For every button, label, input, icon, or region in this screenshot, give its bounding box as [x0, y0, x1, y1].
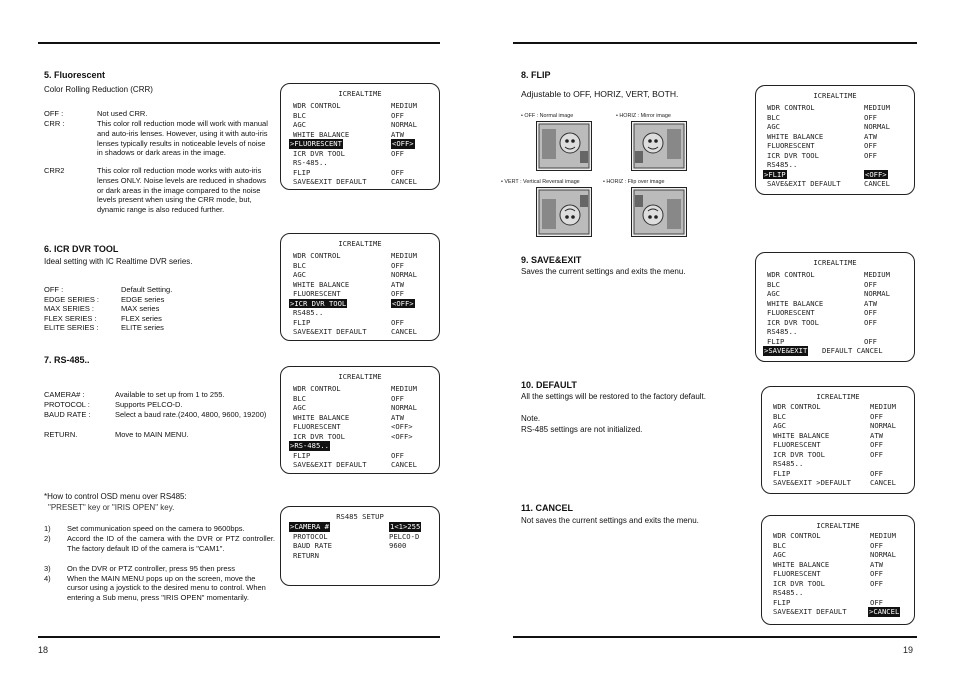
section-heading-cancel: 11. CANCEL — [521, 503, 574, 513]
osd-menu-icr: ICREALTIME WDR CONTROL MEDIUM BLC OFF AGC NORMAL WHITE BALANCE ATW FLUORESCENT OFF >ICR DVR TOOL <OFF> RS485.. FLIP OFF SAVE&EXIT DEFAULT CANCEL — [280, 233, 440, 341]
page-number: 18 — [38, 645, 49, 655]
camera-image-icon — [631, 187, 687, 237]
top-rule — [513, 42, 917, 44]
section-heading-save: 9. SAVE&EXIT — [521, 255, 582, 265]
default-text: All the settings will be restored to the factory default. — [521, 392, 706, 401]
osd-menu-default: ICREALTIME WDR CONTROL MEDIUM BLC OFF AGC NORMAL WHITE BALANCE ATW FLUORESCENT OFF ICR DVR TOOL OFF RS485.. FLIP OFF SAVE&EXIT >DEFAULT CANCEL — [761, 386, 915, 494]
right-page — [477, 0, 954, 682]
osd-selected-item: >FLUORESCENT — [290, 139, 342, 148]
top-rule — [38, 42, 440, 44]
osd-menu-rs485-setup: RS485 SETUP >CAMERA # 1<1>255 PROTOCOL PELCO-D BAUD RATE 9600 RETURN — [280, 506, 440, 586]
crr-subheading: Color Rolling Reduction (CRR) — [44, 85, 153, 94]
howto-title: *How to control OSD menu over RS485: — [44, 492, 187, 501]
osd-selected-item: >RS-485.. — [290, 441, 329, 450]
osd-selected-value: <OFF> — [865, 169, 887, 179]
osd-menu-flip: ICREALTIME WDR CONTROL MEDIUM BLC OFF AGC NORMAL WHITE BALANCE ATW FLUORESCENT OFF ICR DVR TOOL OFF RS485.. >FLIP <OFF> SAVE&EXIT DEFAULT CANCEL — [755, 85, 915, 195]
flip-examples: • OFF : Normal image • HORIZ : Mirror image • VERT : Vertical Reversal image • HORIZ : Flip over image — [521, 113, 721, 273]
osd-selected-value: <OFF> — [392, 298, 414, 308]
osd-menu-save: ICREALTIME WDR CONTROL MEDIUM BLC OFF AGC NORMAL WHITE BALANCE ATW FLUORESCENT OFF ICR DVR TOOL OFF RS485.. FLIP OFF >SAVE&EXIT DEFAULT CANCEL — [755, 252, 915, 362]
osd-menu-cancel: ICREALTIME WDR CONTROL MEDIUM BLC OFF AGC NORMAL WHITE BALANCE ATW FLUORESCENT OFF ICR DVR TOOL OFF RS485.. FLIP OFF SAVE&EXIT DEFAULT >CANCEL — [761, 515, 915, 625]
page-number: 19 — [903, 645, 914, 655]
camera-image-icon — [631, 121, 687, 171]
section-heading-icr: 6. ICR DVR TOOL — [44, 244, 119, 254]
osd-selected-item: >CAMERA # — [290, 522, 329, 531]
osd-menu-rs485: ICREALTIME WDR CONTROL MEDIUM BLC OFF AGC NORMAL WHITE BALANCE ATW FLUORESCENT <OFF> ICR DVR TOOL <OFF> >RS-485.. FLIP OFF SAVE&EXIT DEFAULT CANCEL — [280, 366, 440, 474]
section-heading-default: 10. DEFAULT — [521, 380, 577, 390]
save-text: Saves the current settings and exits the menu. — [521, 267, 686, 276]
osd-selected-item: >SAVE&EXIT — [764, 346, 808, 355]
default-note-label: Note. — [521, 414, 541, 423]
osd-selected-value: <OFF> — [392, 139, 414, 148]
default-note: RS-485 settings are not initialized. — [521, 425, 643, 434]
osd-selected-item: >CANCEL — [869, 607, 900, 616]
section-heading-flip: 8. FLIP — [521, 70, 551, 80]
camera-image-icon — [536, 121, 592, 171]
cancel-text: Not saves the current settings and exits the menu. — [521, 516, 699, 525]
bottom-rule — [513, 636, 917, 638]
howto-subtitle: "PRESET" key or "IRIS OPEN" key. — [48, 503, 175, 512]
bottom-rule — [38, 636, 440, 638]
section-heading-rs485: 7. RS-485.. — [44, 355, 90, 365]
osd-selected-value: 1<1>255 — [390, 522, 421, 531]
icr-subheading: Ideal setting with IC Realtime DVR series. — [44, 257, 193, 266]
osd-selected-item: >FLIP — [764, 169, 786, 179]
osd-selected-item: SAVE&EXIT >DEFAULT — [773, 478, 851, 487]
osd-selected-item: >ICR DVR TOOL — [290, 298, 347, 308]
camera-image-icon — [536, 187, 592, 237]
osd-menu-fluorescent: ICREALTIME WDR CONTROL MEDIUM BLC OFF AGC NORMAL WHITE BALANCE ATW >FLUORESCENT <OFF> ICR DVR TOOL OFF RS-485.. FLIP OFF SAVE&EXIT DEFAULT CANCEL — [280, 83, 440, 190]
flip-subheading: Adjustable to OFF, HORIZ, VERT, BOTH. — [521, 89, 679, 99]
left-page: 5. Fluorescent Color Rolling Reduction (CRR) OFF : Not used CRR. CRR : This color roll reduction mode will work with manual and auto-iris lenses. However, using it with auto-iris lenses typically results in noticeable levels of noise in shadows or dark areas in the image. CRR2 This color roll reduction mode works with auto-iris lenses ONLY. Noise levels are reduced in shadows or dark areas in the image compared to the noise levels present when using the CRR mode, but, dynamic range is also reduced further. ICREALTIME WDR CONTROL MEDIUM BLC OFF AGC NORMAL WHITE BALANCE ATW >FLUORESCENT <OFF> ICR DVR TOOL OFF RS-485.. FLIP OFF SAVE&EXIT DEFAULT CANCEL 6. ICR DVR TOOL Ideal setting with IC Realtime DVR series. OFF : Default Setting. EDGE SERIES : EDGE series MAX SERIES : MAX series FLEX SERIES : FLEX series ELITE SERIES : ELITE series ICREALTIME WDR CONTROL MEDIUM BLC OFF AGC NORMAL WHITE BALANCE ATW FLUORESCENT OFF >ICR DVR TOOL <OFF> RS485.. FLIP OFF SAVE&EXIT DEFAULT CANCEL 7. RS-485.. CAMERA# : Available to set up from 1 to 255. PROTOCOL : Supports PELCO-D. BAUD RATE : Select a baud rate.(2400, 4800, 9600, 19200) RETURN. Move to MAIN MENU. ICREALTIME WDR CONTROL MEDIUM BLC OFF AGC NORMAL WHITE BALANCE ATW FLUORESCENT <OFF> ICR DVR TOOL <OFF> >RS-485.. FLIP OFF SAVE&EXIT DEFAULT CANCEL *How to control OSD menu over RS485: "PRESET" key or "IRIS OPEN" key. 1) Set communication speed on the camera to 9600bps. 2) Accord the ID of the camera with the DVR or PTZ controller. The factory default ID of the camera is "CAM1". 3) On the DVR or PTZ controller, press 95 then press 4) When the MAIN MENU pops up on the screen, move the cursor using a joystick to the desired menu to control. When entering a Sub menu, press "IRIS OPEN" momentarily. RS485 SETUP >CAMERA # 1<1>255 PROTOCOL PELCO-D BAUD RATE 9600 RETURN 18 — [0, 0, 477, 682]
section-heading-fluorescent: 5. Fluorescent — [44, 70, 106, 80]
